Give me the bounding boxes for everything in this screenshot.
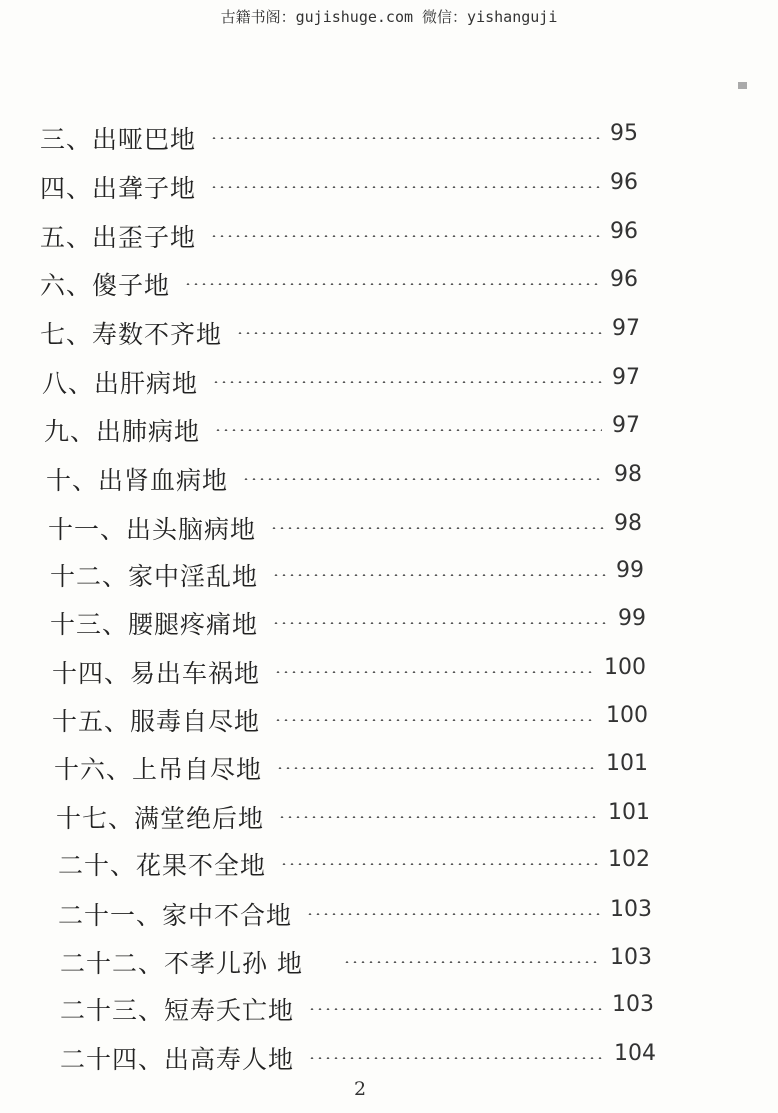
toc-entry-page: 97 — [612, 412, 640, 438]
toc-entry-page: 99 — [618, 605, 646, 631]
toc-entry[interactable] — [58, 897, 652, 931]
toc-entry-title: 五、出歪子地 — [40, 223, 197, 252]
toc-entry[interactable] — [44, 413, 640, 447]
toc-entry-title: 十三、腰腿疼痛地 — [50, 610, 259, 639]
toc-entry-page: 97 — [612, 315, 640, 341]
toc-entry-title: 十五、服毒自尽地 — [52, 707, 261, 736]
toc-entry[interactable] — [60, 945, 652, 979]
toc-entry-page: 95 — [610, 120, 638, 146]
dot-leader — [276, 767, 596, 769]
toc-entry[interactable] — [48, 511, 642, 545]
dot-leader — [280, 863, 598, 865]
toc-entry[interactable] — [60, 992, 654, 1026]
toc-entry-title: 二十三、短寿夭亡地 — [60, 996, 295, 1025]
toc-entry[interactable] — [56, 800, 650, 834]
toc-entry-page: 96 — [610, 218, 638, 244]
toc-entry[interactable] — [60, 1041, 656, 1075]
toc-entry-title: 八、出肝病地 — [42, 369, 199, 398]
toc-entry-page: 98 — [614, 510, 642, 536]
toc-entry-title: 六、傻子地 — [40, 271, 171, 300]
toc-entry-title: 二十四、出高寿人地 — [60, 1045, 295, 1074]
toc-entry-page: 101 — [608, 799, 650, 825]
dot-leader — [278, 816, 598, 818]
dot-leader — [274, 719, 596, 721]
dot-leader — [272, 622, 608, 624]
toc-entry[interactable] — [52, 655, 646, 689]
dot-leader — [210, 186, 600, 188]
dot-leader — [308, 1057, 604, 1059]
dot-leader — [242, 478, 604, 480]
toc-entry-title: 九、出肺病地 — [44, 417, 201, 446]
toc-entry-title: 十七、满堂绝后地 — [56, 804, 265, 833]
toc-entry-title: 三、出哑巴地 — [40, 125, 197, 154]
toc-entry-title: 十一、出头脑病地 — [48, 515, 257, 544]
toc-entry[interactable] — [40, 267, 638, 301]
toc-entry-title: 二十一、家中不合地 — [58, 901, 293, 930]
toc-entry-title: 十四、易出车祸地 — [52, 659, 261, 688]
dot-leader — [236, 332, 602, 334]
toc-entry-title: 十六、上吊自尽地 — [54, 755, 263, 784]
toc-entry-page: 101 — [606, 750, 648, 776]
toc-entry-title: 十、出肾血病地 — [46, 466, 229, 495]
toc-entry-page: 96 — [610, 266, 638, 292]
dot-leader — [272, 574, 606, 576]
toc-entry-title: 十二、家中淫乱地 — [50, 562, 259, 591]
toc-entry[interactable] — [40, 219, 638, 253]
toc-entry[interactable] — [46, 462, 642, 496]
dot-leader — [210, 137, 600, 139]
dot-leader — [212, 381, 602, 383]
dot-leader — [308, 1008, 602, 1010]
toc-entry[interactable] — [40, 121, 638, 155]
page-number: 2 — [353, 1078, 367, 1100]
toc-entry-title: 二十二、不孝儿孙 地 — [60, 949, 303, 978]
toc-entry-page: 97 — [612, 364, 640, 390]
toc-entry-page: 103 — [610, 944, 652, 970]
toc-entry-page: 96 — [610, 169, 638, 195]
dot-leader — [270, 527, 604, 529]
dot-leader — [306, 913, 600, 915]
dot-leader — [343, 961, 600, 963]
dot-leader — [184, 283, 600, 285]
toc-entry[interactable] — [54, 751, 648, 785]
toc-entry[interactable] — [40, 316, 640, 350]
dot-leader — [210, 235, 600, 237]
toc-entry-page: 103 — [612, 991, 654, 1017]
toc-entry-title: 二十、花果不全地 — [58, 851, 267, 880]
toc-entry[interactable] — [42, 365, 640, 399]
header-watermark: 古籍书阁：gujishuge.com 微信：yishanguji — [220, 8, 558, 26]
dot-leader — [274, 671, 594, 673]
toc-entry-page: 102 — [608, 846, 650, 872]
toc-entry-title: 七、寿数不齐地 — [40, 320, 223, 349]
toc-entry-page: 100 — [604, 654, 646, 680]
toc-entry-page: 103 — [610, 896, 652, 922]
toc-entry[interactable] — [58, 847, 650, 881]
toc-entry-page: 100 — [606, 702, 648, 728]
toc-entry[interactable] — [50, 606, 646, 640]
toc-entry-title: 四、出聋子地 — [40, 174, 197, 203]
dot-leader — [214, 429, 602, 431]
toc-entry[interactable] — [52, 703, 648, 737]
toc-entry-page: 104 — [614, 1040, 656, 1066]
toc-entry-page: 98 — [614, 461, 642, 487]
toc-entry[interactable] — [40, 170, 638, 204]
toc-entry[interactable] — [50, 558, 644, 592]
toc-entry-page: 99 — [616, 557, 644, 583]
